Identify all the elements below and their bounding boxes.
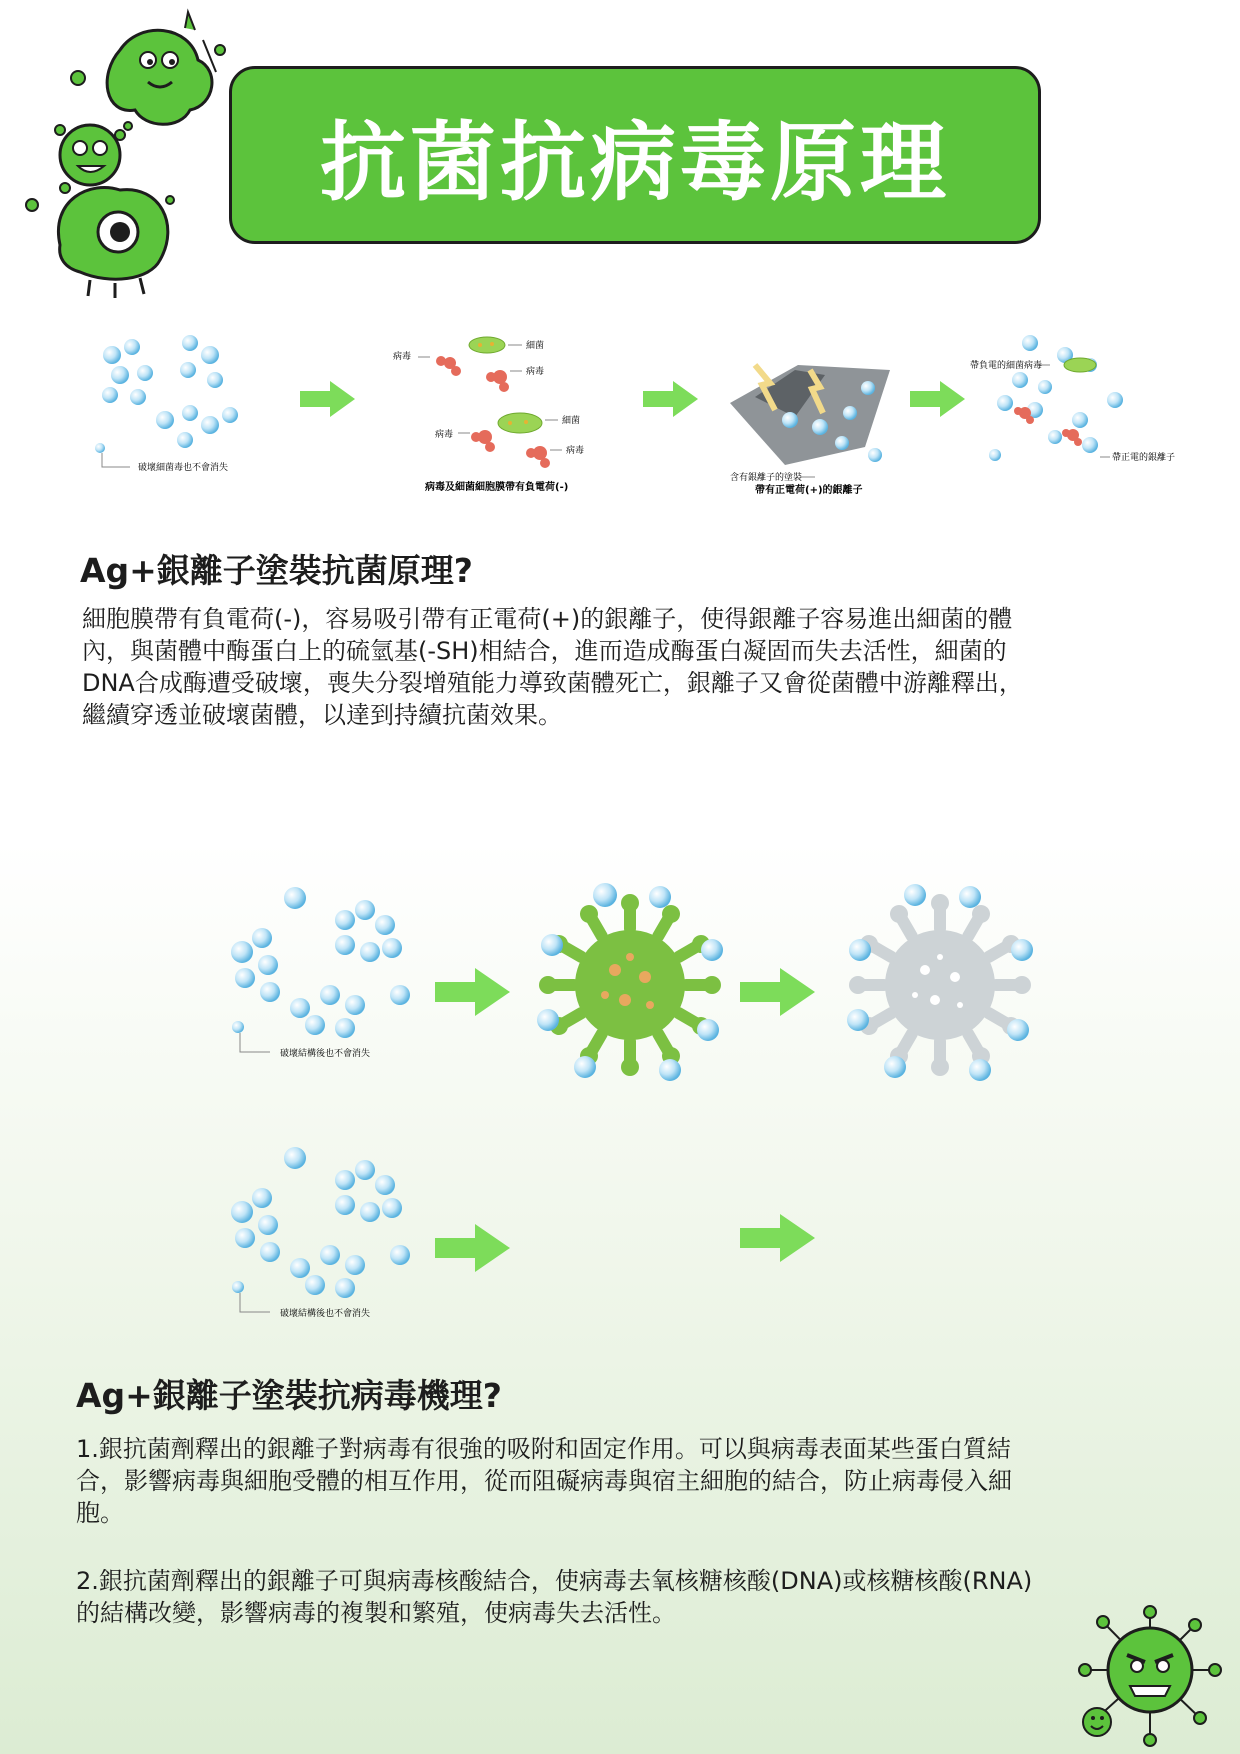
green-arrow-row1-b-icon: [740, 968, 815, 1016]
label-virus-4: 病毒: [566, 446, 585, 456]
section1-line: 細胞膜帶有負電荷(-)，容易吸引帶有正電荷(+)的銀離子，使得銀離子容易進出細菌的體: [82, 605, 1013, 633]
section2-p1-line: 合，影響病毒與細胞受體的相互作用，從而阻礙病毒與宿主細胞的結合，防止病毒侵入細: [76, 1467, 1012, 1495]
charged-germs-group: [393, 337, 584, 493]
green-virus-icon: [537, 883, 723, 1081]
section1-line: DNA合成酶遭受破壞，喪失分裂增殖能力導致菌體死亡，銀離子又會從菌體中游離釋出，: [82, 669, 1023, 697]
green-arrow-2-icon: [643, 381, 698, 417]
antiviral-diagram: [220, 880, 1060, 1320]
green-half-virus-icon: [489, 1142, 771, 1362]
diagram2-label-row1: 破壞結構後也不會消失: [280, 1049, 371, 1059]
label-virus-3: 病毒: [435, 430, 454, 440]
section1-line: 內，與菌體中酶蛋白上的硫氫基(-SH)相結合，進而造成酶蛋白凝固而失去活性，細菌的: [82, 637, 1007, 665]
silver-ion-attack-cluster: [970, 335, 1175, 463]
green-germ-horned-icon: [107, 12, 216, 124]
section2-paragraph-1: [76, 1433, 1186, 1529]
section2-p2-line: 的結構改變，影響病毒的複製和繁殖，使病毒失去活性。: [76, 1599, 676, 1627]
label-virus-1: 病毒: [393, 352, 412, 362]
green-arrow-3-icon: [910, 381, 965, 417]
germ-cluster-top-left: [20, 10, 230, 300]
label-virus-2: 病毒: [526, 367, 545, 377]
green-arrow-row2-b-icon: [740, 1214, 815, 1262]
silver-ion-cluster-row2: [231, 1147, 410, 1298]
page-title: 抗菌抗病毒原理: [320, 113, 950, 213]
label-right-top: 帶負電的細菌病毒: [970, 361, 1043, 371]
small-green-germ-icon: [1083, 1708, 1111, 1736]
germ-cluster-bottom-right: [1075, 1600, 1240, 1754]
green-germ-cyclops-icon: [58, 187, 167, 298]
antibacterial-diagram-art: [90, 325, 1180, 505]
label-coating: 含有銀離子的塗裝: [730, 473, 803, 483]
diagram1-caption-mid: 病毒及細菌細胞膜帶有負電荷(-): [425, 482, 569, 493]
antibacterial-diagram: [90, 325, 1180, 505]
section1-heading: Ag+銀離子塗裝抗菌原理?: [80, 551, 473, 590]
grey-half-virus-icon: [799, 1144, 1081, 1362]
title-banner: [229, 66, 1041, 244]
section2-p2-line: 2.銀抗菌劑釋出的銀離子可與病毒核酸結合，使病毒去氧核糖核酸(DNA)或核糖核酸(RNA): [76, 1567, 1033, 1595]
label-bacteria-1: 細菌: [526, 341, 545, 351]
green-arrow-row2-a-icon: [435, 1224, 510, 1272]
section2-heading: Ag+銀離子塗裝抗病毒機理?: [76, 1376, 502, 1415]
coating-surface: [730, 365, 890, 496]
section2-paragraph-2: [76, 1565, 1186, 1629]
diagram1-label-left: 破壞細菌毒也不會消失: [138, 463, 229, 473]
green-germ-small-icon: [55, 125, 125, 193]
grey-inactive-virus-icon: [847, 884, 1033, 1081]
silver-ion-cluster-1: [95, 335, 238, 453]
green-arrow-1-icon: [300, 381, 355, 417]
label-bacteria-2: 細菌: [562, 416, 581, 426]
section1-line: 繼續穿透並破壞菌體，以達到持續抗菌效果。: [82, 701, 562, 729]
label-right-bottom: 帶正電的銀離子: [1112, 453, 1176, 463]
section2-p1-line: 胞。: [76, 1499, 124, 1527]
antiviral-diagram-art: [220, 880, 1060, 1320]
section1-paragraph: [82, 603, 1182, 731]
diagram2-label-row2: 破壞結構後也不會消失: [280, 1309, 371, 1319]
green-arrow-row1-a-icon: [435, 968, 510, 1016]
section2-p1-line: 1.銀抗菌劑釋出的銀離子對病毒有很強的吸附和固定作用。可以與病毒表面某些蛋白質結: [76, 1435, 1011, 1463]
diagram1-caption-coating: 帶有正電荷(+)的銀離子: [755, 485, 863, 496]
silver-ion-cluster-row1: [231, 887, 410, 1038]
